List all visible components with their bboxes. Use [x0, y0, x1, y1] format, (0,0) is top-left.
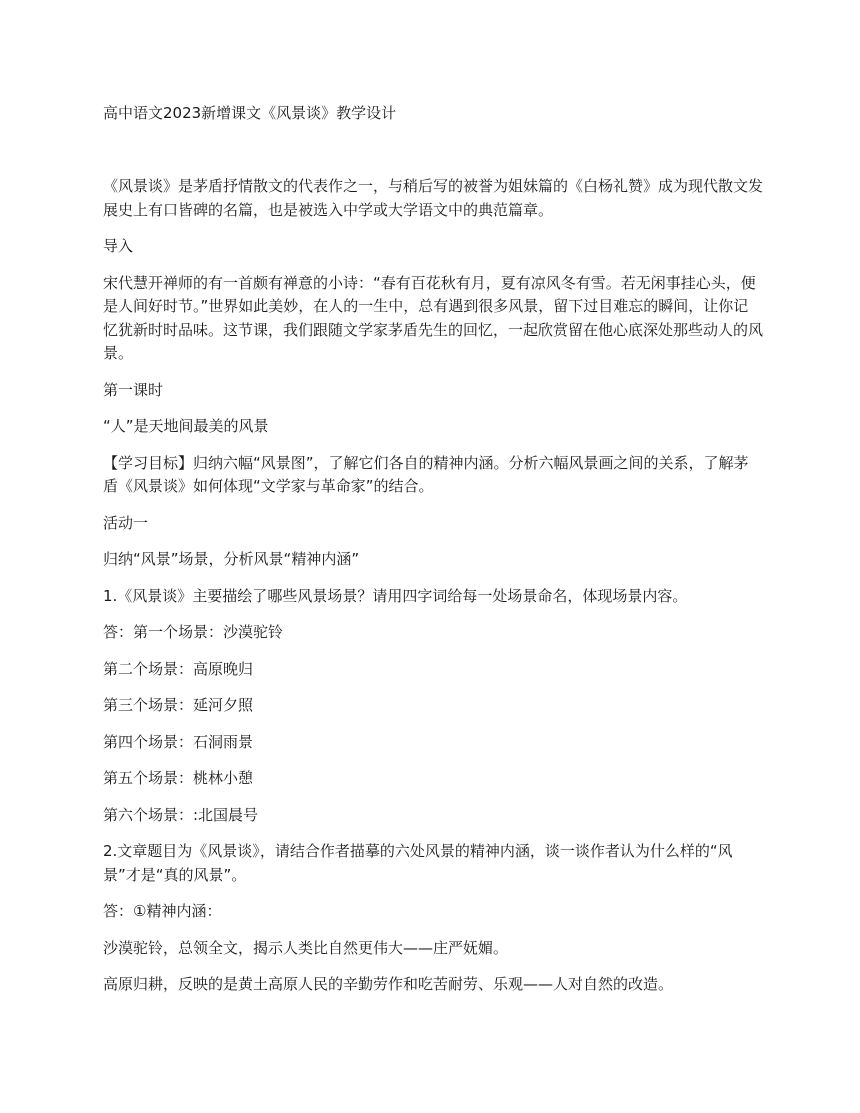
paragraph-intro: 《风景谈》是茅盾抒情散文的代表作之一，与稍后写的被誉为姐妹篇的《白杨礼赞》成为现代散文发展史上有口皆碑的名篇，也是被选入中学或大学语文中的典范篇章。	[103, 177, 764, 219]
document-title: 高中语文2023新增课文《风景谈》教学设计	[103, 104, 397, 122]
question-2: 2.文章题目为《风景谈》，请结合作者描摹的六处风景的精神内涵，谈一谈作者认为什么样的“风景”才是“真的风景”。	[103, 842, 733, 884]
answer-scene-5: 第五个场景：桃林小憩	[103, 769, 254, 787]
question-1: 1.《风景谈》主要描绘了哪些风景场景？请用四字词给每一处场景命名，体现场景内容。	[103, 586, 688, 605]
answer-scene-4: 第四个场景：石洞雨景	[103, 732, 254, 751]
section-heading-daoru: 导入	[103, 237, 134, 255]
answer-scene-6: 第六个场景：:北国晨号	[103, 805, 259, 824]
section-heading-lesson-one: 第一课时	[103, 380, 164, 399]
activity-heading: 活动一	[103, 513, 149, 532]
answer-scene-1: 答：第一个场景：沙漠驼铃	[103, 623, 284, 641]
document-body	[103, 175, 763, 1010]
answer-2-plateau: 高原归耕，反映的是黄土高原人民的辛勤劳作和吃苦耐劳、乐观——人对自然的改造。	[103, 975, 674, 993]
activity-subtitle: 归纳“风景”场景，分析风景“精神内涵”	[103, 550, 360, 568]
answer-2-desert: 沙漠驼铃，总领全文，揭示人类比自然更伟大——庄严妩媚。	[103, 938, 509, 957]
lesson-subtitle: “人”是天地间最美的风景	[103, 417, 269, 435]
learning-objectives: 【学习目标】归纳六幅“风景图”，了解它们各自的精神内涵。分析六幅风景画之间的关系，了解茅盾《风景谈》如何体现“文学家与革命家”的结合。	[103, 453, 749, 495]
answer-2-heading: 答：①精神内涵：	[103, 902, 222, 920]
answer-scene-3: 第三个场景：延河夕照	[103, 696, 254, 714]
paragraph-daoru: 宋代慧开禅师的有一首颇有禅意的小诗：“春有百花秋有月，夏有凉风冬有雪。若无闲事挂心头，便是人间好时节。”世界如此美妙，在人的一生中，总有遇到很多风景，留下过目难忘的瞬间，让你记忆犹新时时品味。这节课，我们跟随文学家茅盾先生的回忆，一起欣赏留在他心底深处那些动人的风景。	[103, 273, 764, 362]
answer-scene-2: 第二个场景：高原晚归	[103, 659, 254, 678]
